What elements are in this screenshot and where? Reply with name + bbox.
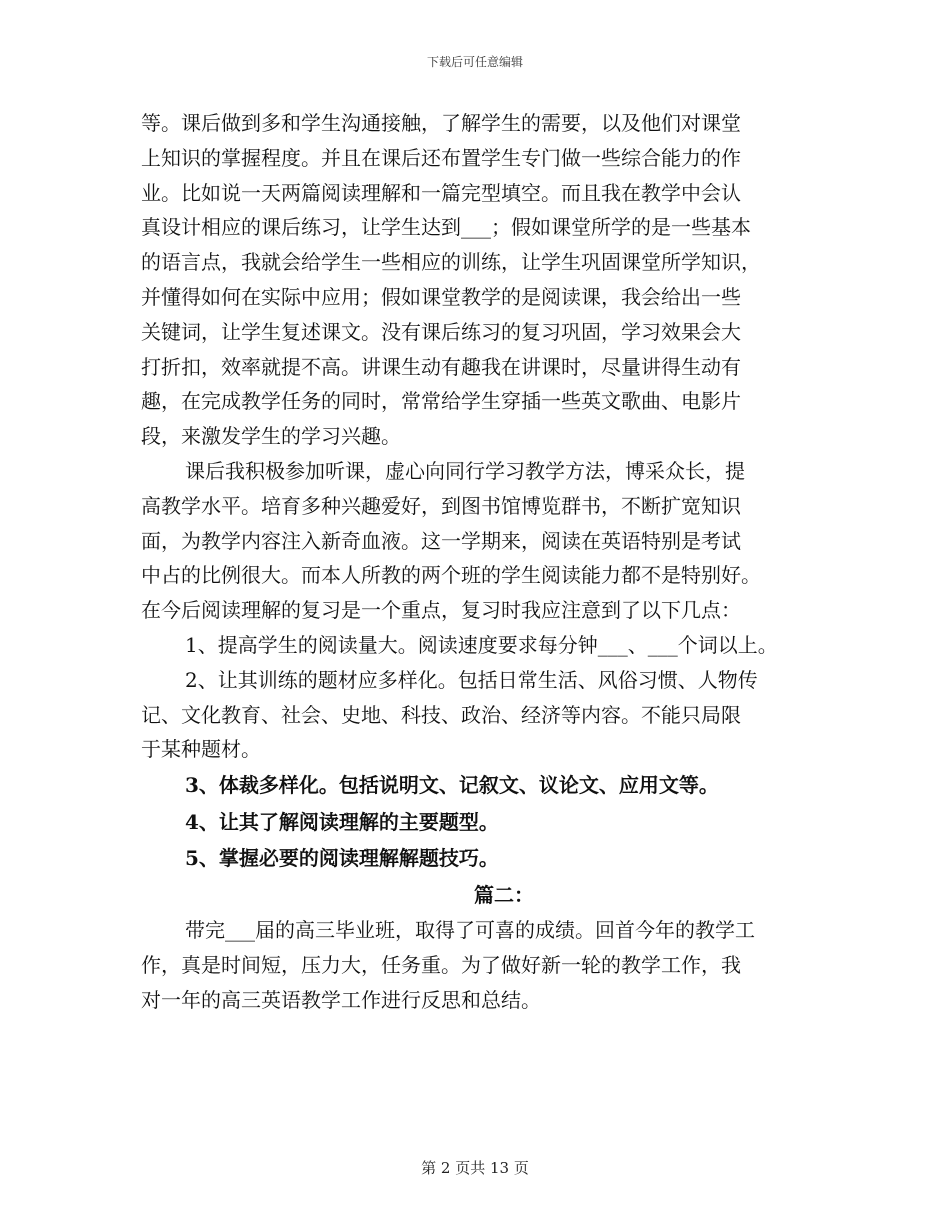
body-line: 对一年的高三英语教学工作进行反思和总结。	[141, 987, 541, 1012]
page-header: 下载后可任意编辑	[426, 55, 523, 69]
body-line: 段，来激发学生的学习兴趣。	[141, 424, 401, 449]
body-line: 在今后阅读理解的复习是一个重点，复习时我应注意到了以下几点：	[141, 598, 741, 623]
body-line: 趣，在完成教学任务的同时，常常给学生穿插一些英文歌曲、电影片	[141, 389, 741, 414]
body-line: 关键词，让学生复述课文。没有课后练习的复习巩固，学习效果会大	[141, 319, 741, 344]
list-item-5: 5、掌握必要的阅读理解解题技巧。	[185, 846, 499, 871]
document-body	[141, 106, 831, 1018]
body-line: 于某种题材。	[141, 737, 261, 762]
page-footer: 第 2 页共 13 页	[421, 1159, 529, 1177]
body-line: 等。课后做到多和学生沟通接触，了解学生的需要，以及他们对课堂	[141, 111, 741, 135]
body-line: 上知识的掌握程度。并且在课后还布置学生专门做一些综合能力的作	[141, 145, 741, 170]
body-line: 面，为教学内容注入新奇血液。这一学期来，阅读在英语特别是考试	[141, 528, 741, 553]
paragraph-start-line: 带完___届的高三毕业班，取得了可喜的成绩。回首今年的教学工	[185, 918, 755, 943]
body-line: 打折扣，效率就提不高。讲课生动有趣我在讲课时，尽量讲得生动有	[141, 354, 741, 379]
body-line: 并懂得如何在实际中应用；假如课堂教学的是阅读课，我会给出一些	[141, 284, 741, 309]
list-item-4: 4、让其了解阅读理解的主要题型。	[185, 809, 499, 834]
body-line: 真设计相应的课后练习，让学生达到___；假如课堂所学的是一些基本	[141, 215, 751, 240]
paragraph-start-line: 课后我积极参加听课，虚心向同行学习教学方法，博采众长，提	[185, 458, 745, 483]
body-line: 的语言点，我就会给学生一些相应的训练，让学生巩固课堂所学知识，	[141, 250, 761, 275]
section-heading: 篇二：	[474, 882, 534, 907]
body-line: 中占的比例很大。而本人所教的两个班的学生阅读能力都不是特别好。	[141, 563, 761, 588]
body-line: 记、文化教育、社会、史地、科技、政治、经济等内容。不能只局限	[141, 702, 741, 727]
body-line: 作，真是时间短，压力大，任务重。为了做好新一轮的教学工作，我	[141, 952, 741, 977]
list-item-1: 1、提高学生的阅读量大。阅读速度要求每分钟___、___个词以上。	[185, 632, 778, 657]
body-line: 高教学水平。培育多种兴趣爱好，到图书馆博览群书，不断扩宽知识	[141, 493, 741, 518]
body-line: 业。比如说一天两篇阅读理解和一篇完型填空。而且我在教学中会认	[141, 180, 741, 205]
list-item-2: 2、让其训练的题材应多样化。包括日常生活、风俗习惯、人物传	[185, 667, 758, 692]
list-item-3: 3、体裁多样化。包括说明文、记叙文、议论文、应用文等。	[185, 773, 719, 798]
